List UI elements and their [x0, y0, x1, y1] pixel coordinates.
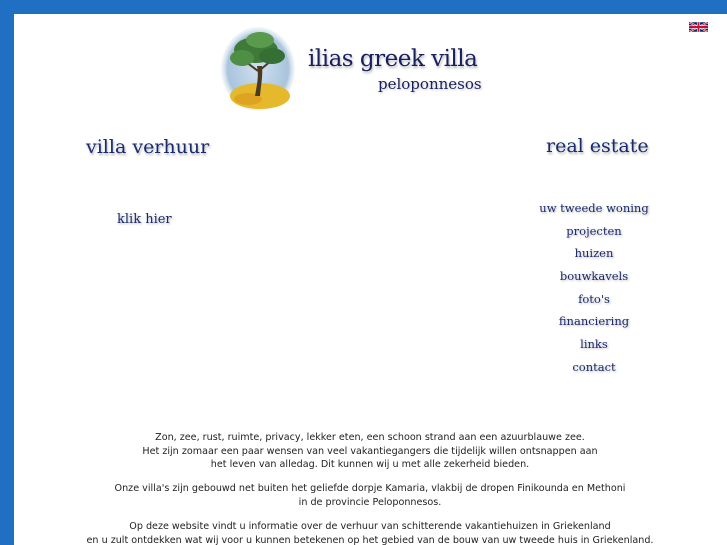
- nav-huizen[interactable]: huizen: [574, 246, 614, 261]
- nav-uw-tweede-woning[interactable]: uw tweede woning: [539, 201, 649, 215]
- villa-verhuur-heading[interactable]: villa verhuur: [86, 136, 210, 158]
- intro-line: en u zult ontdekken wat wij voor u kunnen betekenen op het gebied van de bouw van uw tweede huis in Griekenland.: [86, 534, 654, 545]
- intro-text: [70, 431, 670, 545]
- intro-line: Het zijn zomaar een paar wensen van veel vakantiegangers die tijdelijk willen ontsnappen aan: [142, 445, 598, 457]
- nav-links[interactable]: links: [580, 337, 608, 352]
- intro-line: in de provincie Peloponnesos.: [298, 496, 442, 508]
- intro-line: Onze villa's zijn gebouwd net buiten het geliefde dorpje Kamaria, vlakbij de dropen Finikounda en Methoni: [114, 483, 626, 495]
- nav-bouwkavels[interactable]: bouwkavels: [559, 269, 629, 284]
- nav-fotos[interactable]: foto's: [578, 291, 610, 306]
- nav-projecten[interactable]: projecten: [566, 223, 622, 238]
- intro-line: Op deze website vindt u informatie over de verhuur van schitterende vakantiehuizen in Griekenland: [129, 520, 611, 532]
- real-estate-nav: [539, 197, 649, 379]
- intro-line: het leven van alledag. Dit kunnen wij u met alle zekerheid bieden.: [210, 459, 530, 471]
- uk-flag-icon[interactable]: [689, 21, 708, 33]
- intro-paragraph: [70, 431, 670, 472]
- intro-paragraph: [70, 520, 670, 545]
- nav-financiering[interactable]: financiering: [558, 314, 630, 329]
- olive-tree-logo: [220, 26, 296, 112]
- site-title: ilias greek villa: [308, 46, 478, 72]
- site-subtitle: peloponnesos: [378, 75, 482, 93]
- real-estate-heading[interactable]: real estate: [546, 135, 649, 157]
- klik-hier-link[interactable]: klik hier: [117, 212, 172, 227]
- intro-paragraph: [70, 482, 670, 509]
- intro-line: Zon, zee, rust, ruimte, privacy, lekker eten, een schoon strand aan een azuurblauwe zee.: [155, 432, 585, 443]
- nav-contact[interactable]: contact: [572, 359, 616, 374]
- page-content: [14, 14, 727, 545]
